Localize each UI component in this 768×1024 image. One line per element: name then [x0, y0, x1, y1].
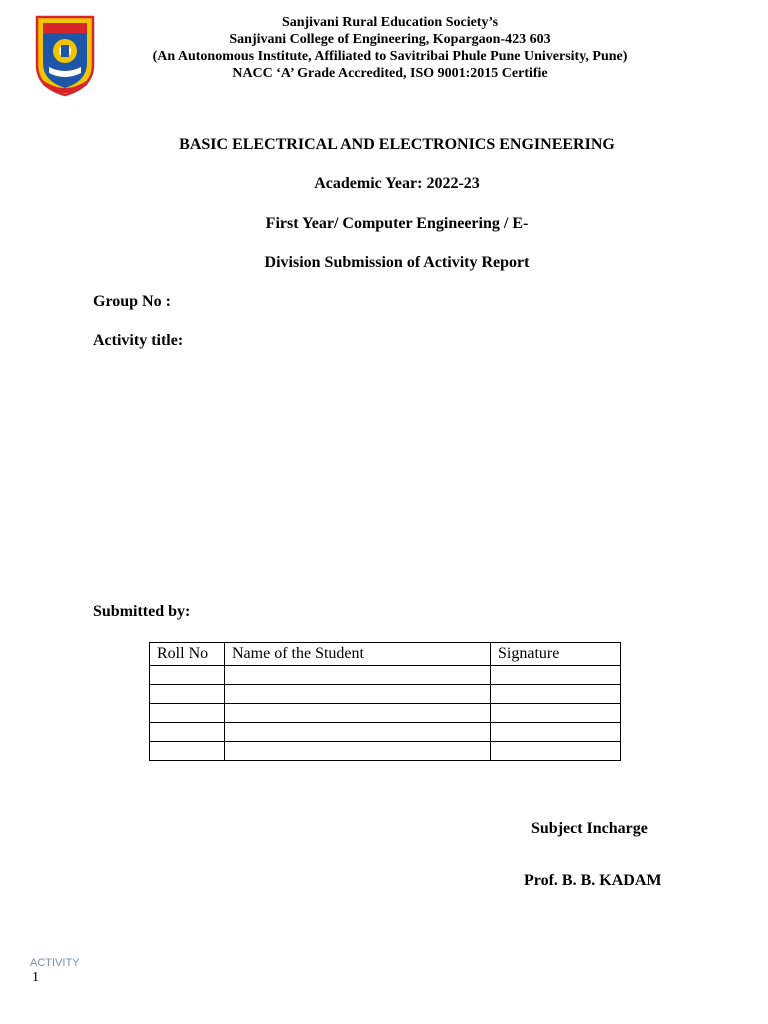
- signature-cell: [491, 742, 621, 761]
- table-row: [150, 666, 621, 685]
- signature-cell: [491, 704, 621, 723]
- header-signature: Signature: [491, 643, 621, 666]
- table-row: [150, 685, 621, 704]
- roll-no-cell: [150, 704, 225, 723]
- student-name-cell: [225, 723, 491, 742]
- signature-cell: [491, 666, 621, 685]
- class-line: First Year/ Computer Engineering / E-: [265, 215, 529, 232]
- professor-name: Prof. B. B. KADAM: [524, 872, 662, 889]
- society-name: Sanjivani Rural Education Society’s: [281, 15, 499, 30]
- college-accreditation: NACC ‘A’ Grade Accredited, ISO 9001:2015 Certifie: [232, 66, 548, 81]
- roll-no-cell: [150, 685, 225, 704]
- table-row: [150, 723, 621, 742]
- signature-cell: [491, 723, 621, 742]
- division-line: Division Submission of Activity Report: [264, 254, 530, 271]
- group-number-label: Group No :: [93, 293, 171, 310]
- activity-title-label: Activity title:: [93, 332, 184, 349]
- footer-label: ACTIVITY: [30, 957, 80, 969]
- page-number: 1: [32, 970, 39, 985]
- table-row: [150, 704, 621, 723]
- student-name-cell: [225, 742, 491, 761]
- institution-header: [0, 14, 768, 82]
- signature-cell: [491, 685, 621, 704]
- submitted-by-label: Submitted by:: [93, 603, 191, 620]
- college-affiliation: (An Autonomous Institute, Affiliated to Savitribai Phule Pune University, Pune): [152, 49, 628, 64]
- table-row: [150, 742, 621, 761]
- college-name: Sanjivani College of Engineering, Kopargaon-423 603: [229, 32, 551, 47]
- student-name-cell: [225, 666, 491, 685]
- subject-title: BASIC ELECTRICAL AND ELECTRONICS ENGINEERING: [179, 136, 615, 153]
- student-name-cell: [225, 685, 491, 704]
- academic-year: Academic Year: 2022-23: [314, 175, 480, 192]
- roll-no-cell: [150, 723, 225, 742]
- submission-table: [149, 642, 621, 761]
- roll-no-cell: [150, 742, 225, 761]
- header-roll-no: Roll No: [150, 643, 225, 666]
- student-name-cell: [225, 704, 491, 723]
- header-student-name: Name of the Student: [225, 643, 491, 666]
- table-header-row: [150, 643, 621, 666]
- roll-no-cell: [150, 666, 225, 685]
- subject-incharge-label: Subject Incharge: [531, 820, 648, 837]
